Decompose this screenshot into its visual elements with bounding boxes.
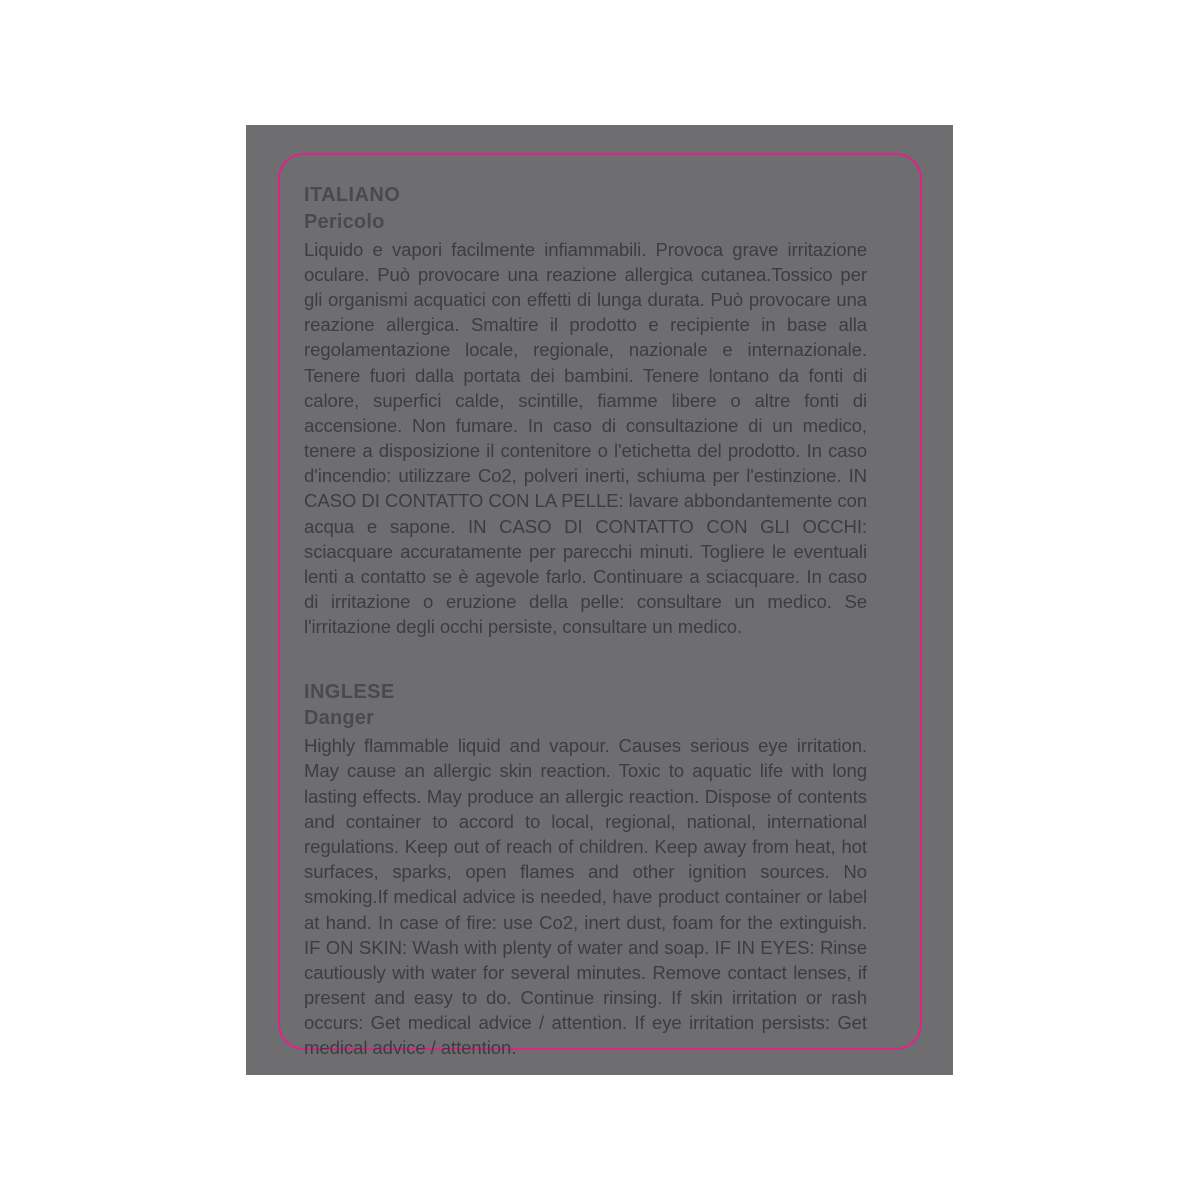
language-heading-english: INGLESE	[304, 680, 395, 703]
language-heading-italian: ITALIANO	[304, 184, 401, 206]
hazard-section-english	[304, 680, 867, 1061]
hazard-section-italian	[304, 183, 867, 640]
hazard-statement-italian: Liquido e vapori facilmente infiammabili. Provoca grave irritazione oculare. Può provocare una reazione allergica cutanea.Tossico per gli organismi acquatici con effetti di lunga durata. Può provocare una reazione allergica. Smaltire il prodotto e recipiente in base alla regolamentazione locale, regionale, nazionale e internazionale. Tenere fuori dalla portata dei bambini. Tenere lontano da fonti di calore, superfici calde, scintille, fiamme libere o altre fonti di accensione. Non fumare. In caso di consultazione di un medico, tenere a disposizione il contenitore o l'etichetta del prodotto. In caso d'incendio: utilizzare Co2, polveri inerti, schiuma per l'estinzione. IN CASO DI CONTATTO CON LA PELLE: lavare abbondantemente con acqua e sapone. IN CASO DI CONTATTO CON GLI OCCHI: sciacquare accuratamente per parecchi minuti. Togliere le eventuali lenti a contatto se è agevole farlo. Continuare a sciacquare. In caso di irritazione o eruzione della pelle: consultare un medico. Se l'irritazione degli occhi persiste, consultare un medico.	[304, 238, 867, 638]
hazard-statement-english: Highly flammable liquid and vapour. Causes serious eye irritation. May cause an allergic skin reaction. Toxic to aquatic life with long lasting effects. May produce an allergic reaction. Dispose of contents and container to accord to local, regional, national, international regulations. Keep out of reach of children. Keep away from heat, hot surfaces, sparks, open flames and other ignition sources. No smoking.If medical advice is needed, have product container or label at hand. In case of fire: use Co2, inert dust, foam for the extinguish. IF ON SKIN: Wash with plenty of water and soap. IF IN EYES: Rinse cautiously with water for several minutes. Remove contact lenses, if present and easy to do. Continue rinsing. If skin irritation or rash occurs: Get medical advice / attention. If eye irritation persists: Get medical advice / attention.	[304, 735, 867, 1059]
signal-word-english: Danger	[304, 707, 375, 730]
label-content	[304, 183, 867, 1061]
section-divider-spacer	[304, 640, 867, 680]
product-safety-label-panel	[246, 125, 953, 1075]
signal-word-italian: Pericolo	[304, 210, 385, 233]
